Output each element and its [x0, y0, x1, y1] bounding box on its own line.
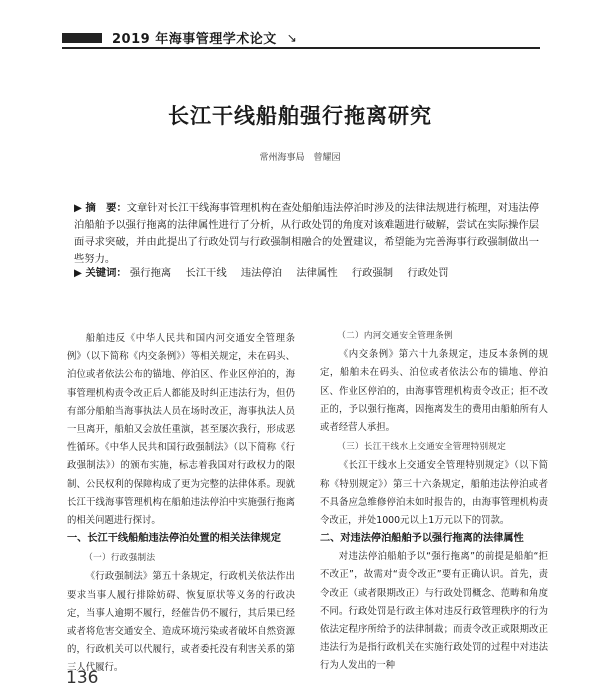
- keyword: 行政强制: [351, 267, 394, 279]
- article-authors: 常州海事局 曾耀园: [259, 153, 341, 163]
- body-paragraph: 《长江干线水上交通安全管理特别规定》（以下简称《特别规定》）第三十六条规定，船舶违法停泊或者不具备应急维修停泊未如时报告的，由海事管理机构责令改正，并处1000元以上1万元以下的罚款。: [320, 460, 548, 527]
- left-column: [67, 330, 295, 678]
- keywords: [74, 264, 539, 279]
- body-paragraph: 对违法停泊船舶予以“强行拖离”的前提是船舶“拒不改正”，故需对“责令改正”要有正确认识。首先，责令改正（或者限期改正）与行政处罚概念、范畴和角度不同。行政处罚是行政主体对违反行政管理秩序的行为依法定程序所给予的法律制裁；而责令改正或限期改正违法行为是指行政机关在实施行政处罚的过程中对违法行为人发出的一种: [320, 551, 548, 672]
- header-title: 2019 年海事管理学术论文: [112, 32, 277, 47]
- keyword: 违法停泊: [240, 267, 283, 279]
- section-heading-1: 一、长江干线船舶违法停泊处置的相关法律规定: [67, 533, 281, 545]
- page-number: 136: [66, 668, 99, 688]
- keyword: 长江干线: [185, 267, 227, 279]
- keyword: 行政处罚: [407, 267, 449, 279]
- running-header: [62, 28, 297, 47]
- article-title: 长江干线船舶强行拖离研究: [168, 104, 432, 128]
- subsection-heading: （一）行政强制法: [84, 553, 156, 564]
- abstract: [74, 200, 539, 268]
- header-arrow-icon: ↘: [286, 30, 297, 45]
- abstract-label: ▶ 摘 要：: [74, 202, 127, 214]
- header-bar: [62, 33, 102, 43]
- keywords-label: ▶ 关键词：: [74, 267, 127, 279]
- abstract-text: 文章针对长江干线海事管理机构在查处船舶违法停泊时涉及的法律法规进行梳理，对违法停泊船舶予以强行拖离的法律属性进行了分析，从行政处罚的角度对该难题进行破解，尝试在实际操作层面寻求突破，并由此提出了行政处罚与行政强制相融合的处置建议，希望能为完善海事行政强制做出一些努力。: [74, 202, 539, 265]
- keyword: 法律属性: [296, 267, 338, 279]
- body-paragraph: 《行政强制法》第五十条规定，行政机关依法作出要求当事人履行排除妨碍、恢复原状等义务的行政决定，当事人逾期不履行，经催告仍不履行，其后果已经或者将危害交通安全、造成环境污染或者破坏自然资源的，行政机关可以代履行，或者委托没有利害关系的第三人代履行。: [67, 571, 295, 674]
- body-paragraph: 《内交条例》第六十九条规定，违反本条例的规定，船舶未在码头、泊位或者依法公布的锚地、停泊区、作业区停泊的，由海事管理机构责令改正；拒不改正的，予以强行拖离，因拖离发生的费用由船舶所有人或者经营人承担。: [320, 349, 548, 434]
- subsection-heading: （三）长江干线水上交通安全管理特别规定: [337, 442, 507, 453]
- section-heading-2: 二、对违法停泊船舶予以强行拖离的法律属性: [320, 533, 524, 545]
- intro-paragraph: 船舶违反《中华人民共和国内河交通安全管理条例》（以下简称《内交条例》）等相关规定，未在码头、泊位或者依法公布的锚地、停泊区、作业区停泊的，海事管理机构责令改正后人都能及时纠正违法行为，但仍有部分船舶当海事执法人员在场时改正，海事执法人员一旦离开，船舶又会放任重演，甚至屡次我行，形成恶性循环。《中华人民共和国行政强制法》（以下简称《行政强制法》）的颁布实施，标志着我国对行政权力的限制、公民权利的保障构成了更为完整的法律体系。现就长江干线海事管理机构在船舶违法停泊中实施强行拖离的相关问题进行探讨。: [67, 333, 295, 527]
- keyword: 强行拖离: [129, 267, 172, 279]
- right-column: [320, 326, 548, 676]
- header-rule: [62, 47, 540, 49]
- subsection-heading: （二）内河交通安全管理条例: [337, 331, 453, 341]
